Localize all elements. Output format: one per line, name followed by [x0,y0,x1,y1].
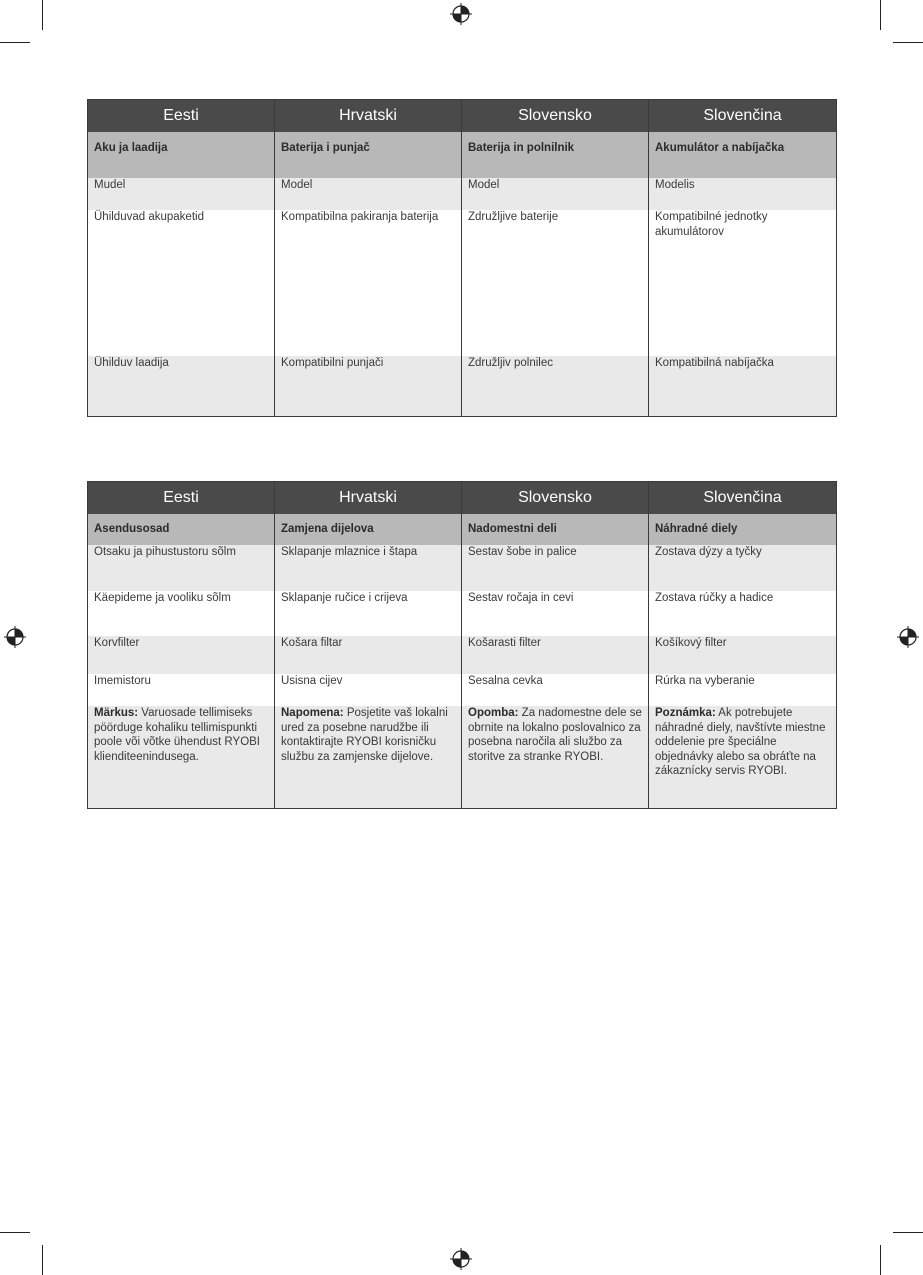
crop-mark-top-right-v [880,0,881,30]
table-cell: Kompatibilni punjači [275,356,462,416]
section-subheader-row [88,132,837,178]
crop-mark-bottom-left-h [0,1232,30,1233]
note-label: Märkus: [94,707,139,719]
section-subheader-row [88,514,837,545]
table-cell: Združljive baterije [462,210,649,356]
table-cell: Košara filtar [275,636,462,674]
table-cell: Modelis [649,178,837,210]
table-header-row [88,100,837,133]
table-cell: Sestav šobe in palice [462,545,649,591]
table-cell: Kompatibilná nabíjačka [649,356,837,416]
column-header: Eesti [88,100,275,133]
table-cell: Zostava dýzy a tyčky [649,545,837,591]
column-header: Hrvatski [275,100,462,133]
table-cell: Sestav ročaja in cevi [462,591,649,636]
table-row [88,591,837,636]
table-cell: Sklapanje ručice i crijeva [275,591,462,636]
registration-mark-right-icon [897,626,919,648]
registration-mark-bottom-icon [450,1248,472,1270]
table-header-row [88,482,837,515]
crop-mark-top-left-v [42,0,43,30]
table-row [88,210,837,356]
table-cell: Združljiv polnilec [462,356,649,416]
table-cell: Korvfilter [88,636,275,674]
column-header: Hrvatski [275,482,462,515]
table-cell: Košíkový filter [649,636,837,674]
column-header: Slovenčina [649,100,837,133]
subheader-cell: Baterija in polnilnik [462,132,649,178]
note-label: Opomba: [468,707,519,719]
subheader-cell: Asendusosad [88,514,275,545]
column-header: Slovenčina [649,482,837,515]
battery-charger-table [87,99,837,417]
table-cell: Mudel [88,178,275,210]
note-cell [275,706,462,808]
note-text: Ak potrebujete náhradné diely, navštívte miestne oddelenie pre špeciálne objednávky alebo sa obráťte na zákaznícky servis RYOBI. [655,707,826,777]
crop-mark-bottom-right-h [893,1232,923,1233]
table-cell: Käepideme ja vooliku sõlm [88,591,275,636]
note-text: Posjetite vaš lokalni ured za posebne narudžbe ili kontaktirajte RYOBI korisničku službu za zamjenske dijelove. [281,707,448,763]
table-cell: Košarasti filter [462,636,649,674]
replacement-parts-table [87,481,837,809]
column-header: Slovensko [462,100,649,133]
subheader-cell: Baterija i punjač [275,132,462,178]
registration-mark-left-icon [4,626,26,648]
table-cell: Model [275,178,462,210]
table-cell: Kompatibilné jednotky akumulátorov [649,210,837,356]
registration-mark-top-icon [450,3,472,25]
column-header: Slovensko [462,482,649,515]
subheader-cell: Aku ja laadija [88,132,275,178]
crop-mark-top-right-h [893,42,923,43]
table-cell: Sklapanje mlaznice i štapa [275,545,462,591]
crop-mark-bottom-left-v [42,1245,43,1275]
note-cell [649,706,837,808]
subheader-cell: Zamjena dijelova [275,514,462,545]
table-cell: Sesalna cevka [462,674,649,706]
table-cell: Otsaku ja pihustustoru sõlm [88,545,275,591]
note-row [88,706,837,808]
crop-mark-top-left-h [0,42,30,43]
subheader-cell: Náhradné diely [649,514,837,545]
table-row [88,356,837,416]
table-row [88,545,837,591]
column-header: Eesti [88,482,275,515]
table-cell: Zostava rúčky a hadice [649,591,837,636]
table-cell: Imemistoru [88,674,275,706]
note-cell [462,706,649,808]
table-row [88,178,837,210]
table-cell: Model [462,178,649,210]
table-cell: Ühilduvad akupaketid [88,210,275,356]
note-label: Napomena: [281,707,344,719]
table-row [88,674,837,706]
table-cell: Ühilduv laadija [88,356,275,416]
crop-mark-bottom-right-v [880,1245,881,1275]
table-cell: Kompatibilna pakiranja baterija [275,210,462,356]
note-label: Poznámka: [655,707,716,719]
table-cell: Rúrka na vyberanie [649,674,837,706]
note-text: Za nadomestne dele se obrnite na lokalno poslovalnico za posebna naročila ali službo za storitve za stranke RYOBI. [468,707,642,763]
table-row [88,636,837,674]
note-cell [88,706,275,808]
subheader-cell: Nadomestni deli [462,514,649,545]
table-cell: Usisna cijev [275,674,462,706]
subheader-cell: Akumulátor a nabíjačka [649,132,837,178]
note-text: Varuosade tellimiseks pöörduge kohaliku tellimispunkti poole või võtke ühendust RYOBI klienditeenindusega. [94,707,261,763]
